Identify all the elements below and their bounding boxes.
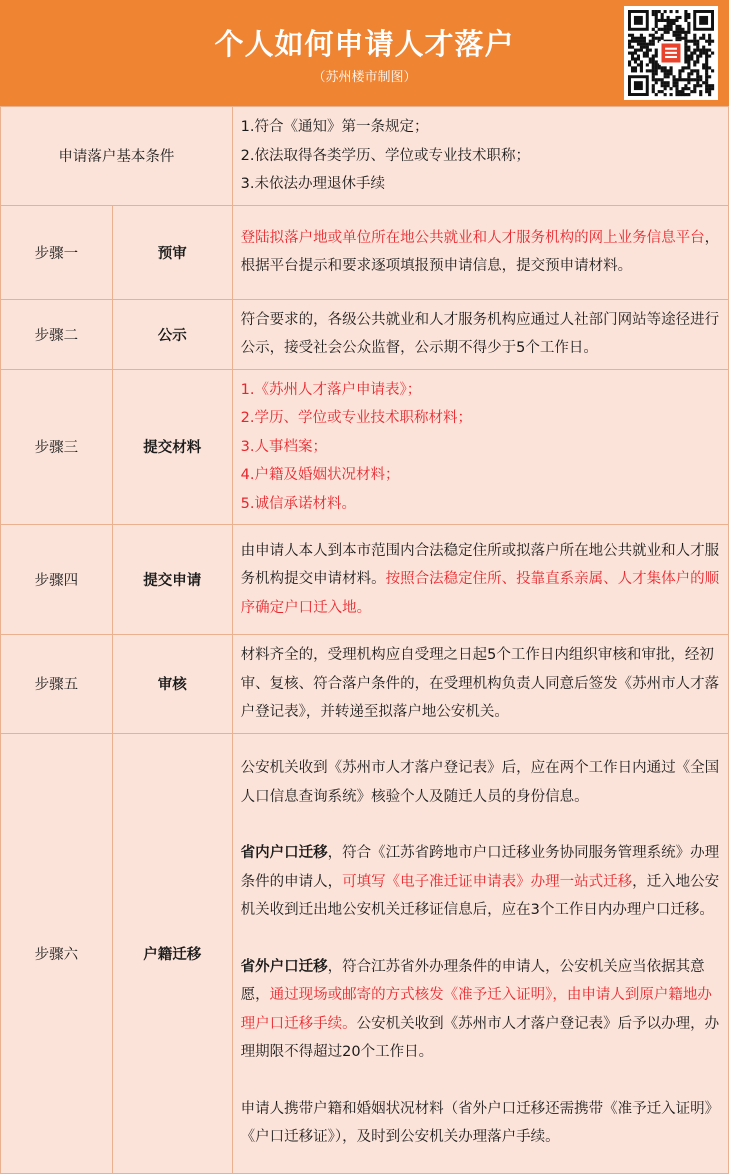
highlight-text: 可填写《电子准迁证申请表》办理一站式迁移 (342, 873, 633, 890)
step-label: 步骤四 (1, 525, 113, 635)
process-table (0, 106, 729, 1174)
step-name: 提交材料 (112, 369, 232, 525)
conditions-label: 申请落户基本条件 (1, 107, 233, 206)
body-text: ，根据平台提示和要求逐项填报预申请信息，提交预申请材料。 (240, 229, 720, 274)
body-text: ，符合江苏省外办理条件的申请人，公安机关应当依据其意愿， (240, 958, 705, 1004)
step-name: 审核 (112, 635, 232, 734)
highlight-text: 按照合法稳定住所、投靠直系亲属、人才集体户的顺序确定户口迁入地。 (240, 571, 720, 616)
material-item: 4.户籍及婚姻状况材料； (240, 467, 400, 483)
step-description (232, 733, 728, 1173)
step-description (232, 299, 728, 369)
step-label: 步骤二 (1, 299, 113, 369)
material-item: 1.《苏州人才落户申请表》； (240, 381, 422, 398)
body-text: 公安机关收到《苏州市人才落户登记表》后，应在两个工作日内通过《全国人口信息查询系统》核验个人及随迁人员的身份信息。 (240, 760, 720, 805)
body-text: 符合要求的，各级公共就业和人才服务机构应通过人社部门网站等途径进行公示，接受社会公众监督，公示期不得少于5个工作日。 (240, 311, 720, 356)
step-description (232, 205, 728, 299)
step-row-4 (1, 525, 729, 635)
paragraph (241, 1095, 720, 1152)
paragraph (241, 953, 720, 1067)
body-text: ，迁入地公安机关收到迁出地公安机关迁移证信息后，应在3个工作日内办理户口迁移。 (240, 873, 720, 919)
material-item: 3.人事档案； (240, 438, 328, 455)
step-label: 步骤五 (1, 635, 113, 734)
condition-item: 1.符合《通知》第一条规定； (240, 119, 429, 135)
paragraph (241, 754, 720, 811)
material-item: 5.诚信承诺材料。 (240, 495, 357, 512)
condition-item: 2.依法取得各类学历、学位或专业技术职称； (240, 147, 531, 164)
material-item: 2.学历、学位或专业技术职称材料； (240, 410, 473, 426)
bold-heading: 省内户口迁移 (240, 845, 328, 862)
body-text: 由申请人本人到本市范围内合法稳定住所或拟落户所在地公共就业和人才服务机构提交申请材料。 (240, 542, 720, 588)
body-text: ，符合《江苏省跨地市户口迁移业务协同服务管理系统》办理条件的申请人， (240, 845, 720, 890)
step-name: 公示 (112, 299, 232, 369)
header-banner (0, 0, 729, 106)
step-label: 步骤三 (1, 369, 113, 525)
step-row-1 (1, 205, 729, 299)
highlight-text: 通过现场或邮寄的方式核发《准予迁入证明》，由申请人到原户籍地办理户口迁移手续。 (240, 987, 712, 1032)
conditions-list (232, 107, 728, 206)
bold-heading: 省外户口迁移 (240, 958, 328, 975)
condition-item: 3.未依法办理退休手续 (240, 176, 386, 192)
paragraph (241, 839, 720, 925)
step-label: 步骤一 (1, 205, 113, 299)
conditions-row (1, 107, 729, 206)
body-text: 公安机关收到《苏州市人才落户登记表》后予以办理，办理期限不得超过20个工作日。 (240, 1015, 720, 1061)
step-row-5 (1, 635, 729, 734)
step-description (232, 635, 728, 734)
step-name: 提交申请 (112, 525, 232, 635)
highlight-text: 登陆拟落户地或单位所在地公共就业和人才服务机构的网上业务信息平台 (240, 229, 705, 246)
step-name: 预审 (112, 205, 232, 299)
materials-list (232, 369, 728, 525)
step-label: 步骤六 (1, 733, 113, 1173)
step-name: 户籍迁移 (112, 733, 232, 1173)
step-row-2 (1, 299, 729, 369)
page-title: 个人如何申请人才落户 (214, 27, 515, 61)
page-subtitle: （苏州楼市制图） (312, 70, 417, 85)
body-text: 材料齐全的，受理机构应自受理之日起5个工作日内组织审核和审批，经初审、复核、符合落户条件的，在受理机构负责人同意后签发《苏州市人才落户登记表》，并转递至拟落户地公安机关。 (240, 647, 720, 720)
step-description (232, 525, 728, 635)
body-text: 申请人携带户籍和婚姻状况材料（省外户口迁移还需携带《准予迁入证明》《户口迁移证》），及时到公安机关办理落户手续。 (240, 1100, 720, 1146)
step-row-3 (1, 369, 729, 525)
qr-code-icon[interactable] (624, 6, 718, 100)
step-row-6 (1, 733, 729, 1173)
